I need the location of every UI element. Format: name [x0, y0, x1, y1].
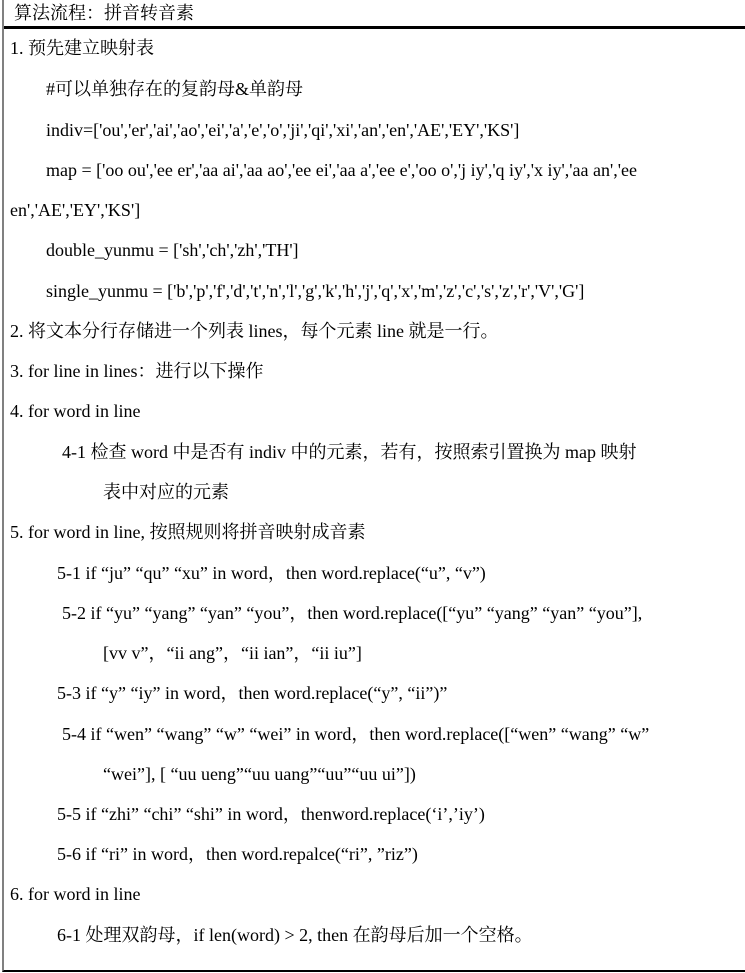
- algorithm-line: 6. for word in line: [10, 884, 141, 904]
- table-title: 算法流程：拼音转音素: [14, 3, 194, 23]
- algorithm-line: single_yunmu = ['b','p','f','d','t','n','l','g','k','h','j','q','x','m','z','c','s','z','r','V','G']: [46, 281, 585, 301]
- algorithm-line: double_yunmu = ['sh','ch','zh','TH']: [46, 240, 299, 260]
- algorithm-line: en','AE','EY','KS']: [10, 200, 141, 220]
- algorithm-line: 5-6 if “ri” in word，then word.repalce(“ri”, ”riz”): [57, 844, 418, 864]
- algorithm-line: 6-1 处理双韵母，if len(word) > 2, then 在韵母后加一个空格。: [57, 925, 533, 945]
- algorithm-line: #可以单独存在的复韵母&单韵母: [46, 79, 303, 99]
- algorithm-line: 2. 将文本分行存储进一个列表 lines，每个元素 line 就是一行。: [10, 321, 499, 341]
- algorithm-line: indiv=['ou','er','ai','ao','ei','a','e','o','ji','qi','xi','an','en','AE','EY','KS']: [46, 120, 520, 140]
- table-header: [4, 0, 745, 29]
- algorithm-line: 5-5 if “zhi” “chi” “shi” in word，thenword.replace(‘i’,’iy’): [57, 804, 485, 824]
- algorithm-line: “wei”], [ “uu ueng”“uu uang”“uu”“uu ui”]): [103, 764, 416, 784]
- algorithm-line: 5-3 if “y” “iy” in word，then word.replace(“y”, “ii”)”: [57, 683, 448, 703]
- algorithm-line: 5-2 if “yu” “yang” “yan” “you”，then word.replace([“yu” “yang” “yan” “you”],: [62, 603, 643, 623]
- algorithm-line: 表中对应的元素: [103, 482, 229, 502]
- algorithm-line: 3. for line in lines：进行以下操作: [10, 361, 264, 381]
- algorithm-line: map = ['oo ou','ee er','aa ai','aa ao','ee ei','aa a','ee e','oo o','j iy','q iy','x iy','aa an','ee: [46, 160, 637, 180]
- algorithm-line: 5-1 if “ju” “qu” “xu” in word，then word.replace(“u”, “v”): [57, 563, 486, 583]
- algorithm-line: 5. for word in line, 按照规则将拼音映射成音素: [10, 522, 366, 542]
- algorithm-line: 4. for word in line: [10, 401, 141, 421]
- algorithm-line: [vv v”，“ii ang”，“ii ian”，“ii iu”]: [103, 643, 362, 663]
- algorithm-line: 4-1 检查 word 中是否有 indiv 中的元素，若有，按照索引置换为 map 映射: [62, 442, 637, 462]
- algorithm-line: 1. 预先建立映射表: [10, 38, 154, 58]
- algorithm-line: 5-4 if “wen” “wang” “w” “wei” in word，then word.replace([“wen” “wang” “w”: [62, 724, 650, 744]
